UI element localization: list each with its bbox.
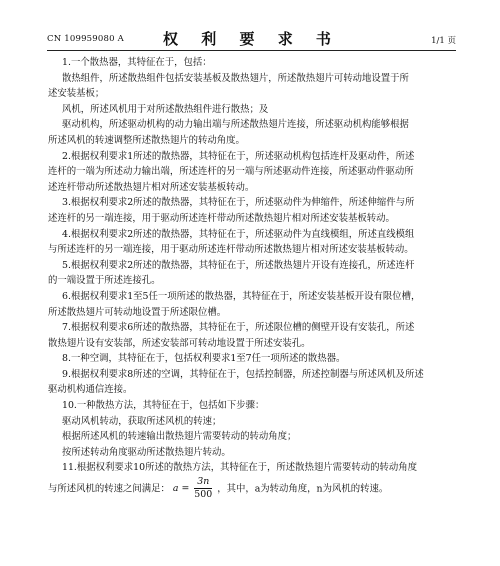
claim-2-line-1: 2.根据权利要求1所述的散热器，其特征在于，所述驱动机构包括连杆及驱动件，所述 [62,150,415,162]
formula-equals: = [181,483,190,495]
claim-3-line-1: 3.根据权利要求2所述的散热器，其特征在于，所述驱动件为伸缩件，所述伸缩件与所 [62,197,415,209]
document-title: 权 利 要 求 书 [163,30,340,48]
claim-1-line-5: 驱动机构，所述驱动机构的动力输出端与所述散热翅片连接，所述驱动机构能够根据 [62,119,409,131]
formula-numerator: 3n [194,476,212,489]
claim-8-line-1: 8.一种空调，其特征在于，包括权利要求1至7任一项所述的散热器。 [62,353,346,365]
publication-number: CN 109959080 A [47,34,124,44]
page-header [47,28,456,48]
claim-7-line-2: 散热翅片设有安装部，所述安装部可转动地设置于所述安装孔。 [48,337,311,349]
claim-1-line-4: 风机，所述风机用于对所述散热组件进行散热；及 [62,103,269,115]
claim-1-line-6: 所述风机的转速调整所述散热翅片的转动角度。 [48,134,245,146]
claim-3-line-2: 述连杆的另一端连接，用于驱动所述连杆带动所述散热翅片相对所述安装基板转动。 [48,212,395,224]
claims-body [48,55,456,503]
claim-7-line-1: 7.根据权利要求6所述的散热器，其特征在于，所述限位槽的侧壁开设有安装孔，所述 [62,322,415,334]
claim-9-line-2: 驱动机构通信连接。 [48,384,133,396]
claim-2-line-3: 述连杆带动所述散热翅片相对所述安装基板转动。 [48,181,255,193]
header-rule [47,50,456,51]
claim-6-line-1: 6.根据权利要求1至5任一项所述的散热器，其特征在于，所述安装基板开设有限位槽， [62,290,421,302]
claim-10-line-3: 根据所述风机的转速输出散热翅片需要转动的转动角度； [62,431,297,443]
claim-1-line-2: 散热组件，所述散热组件包括安装基板及散热翅片，所述散热翅片可转动地设置于所 [62,72,409,84]
claim-2-line-2: 连杆的一端为所述动力输出端，所述连杆的另一端与所述驱动件连接，所述驱动件驱动所 [48,166,414,178]
formula-lhs: a [172,483,179,495]
claim-9-line-1: 9.根据权利要求8所述的空调，其特征在于，包括控制器，所述控制器与所述风机及所述 [62,368,424,380]
claim-1-line-1: 1.一个散热器，其特征在于，包括： [62,57,212,68]
claim-10-line-1: 10.一种散热方法，其特征在于，包括如下步骤： [62,400,265,412]
claim-5-line-1: 5.根据权利要求2所述的散热器，其特征在于，所述散热翅片开设有连接孔，所述连杆 [62,259,415,271]
claim-4-line-2: 与所述连杆的另一端连接，用于驱动所述连杆带动所述散热翅片相对所述安装基板转动。 [48,244,414,256]
claim-11-text-post: ，其中，a为转动角度，n为风机的转速。 [217,483,389,495]
claim-11-line-2 [48,476,456,503]
page-number: 1/1 页 [431,36,456,46]
claim-4-line-1: 4.根据权利要求2所述的散热器，其特征在于，所述驱动件为直线模组，所述直线模组 [62,228,415,240]
claim-11-line-1: 11.根据权利要求10所述的散热方法，其特征在于，所述散热翅片需要转动的转动角度 [62,462,417,474]
claim-10-line-4: 按所述转动角度驱动所述散热翅片转动。 [62,446,231,458]
claim-10-line-2: 驱动风机转动，获取所述风机的转速； [62,415,222,427]
claim-1-line-3: 述安装基板； [48,88,105,100]
formula-denominator: 500 [194,489,213,501]
angle-formula [173,476,214,502]
claim-5-line-2: 的一端设置于所述连接孔。 [48,275,161,287]
claim-11-text-pre: 与所述风机的转速之间满足： [48,483,170,495]
claim-6-line-2: 所述散热翅片可转动地设置于所述限位槽。 [48,306,227,318]
formula-fraction [194,476,212,501]
